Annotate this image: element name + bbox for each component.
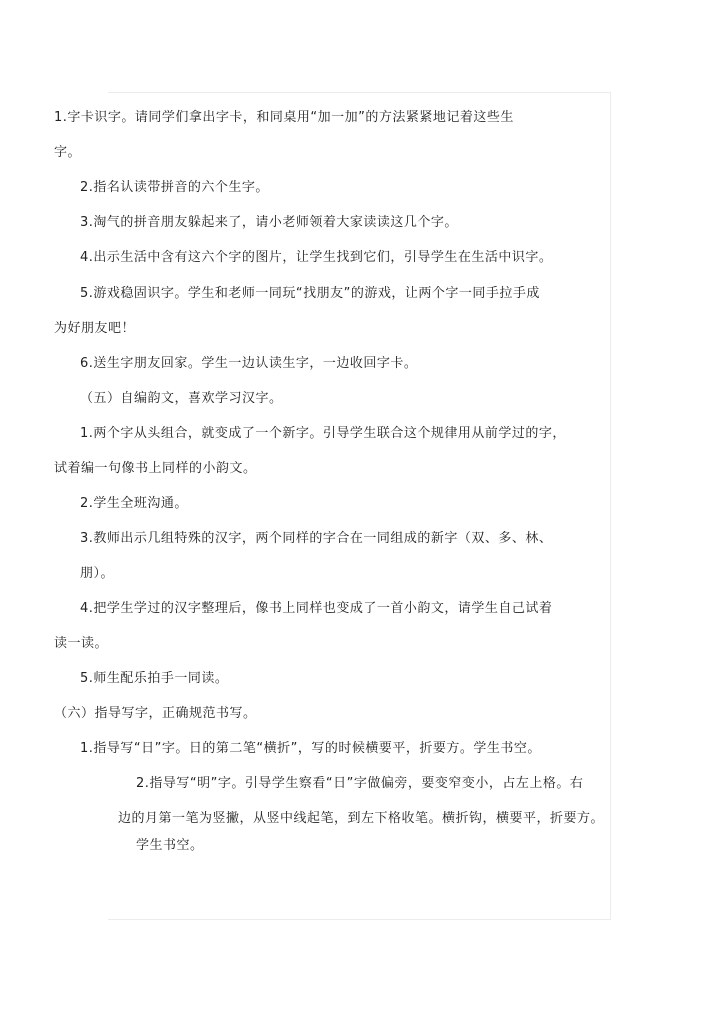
paragraph-line: 5.师生配乐拍手一同读。: [80, 671, 229, 686]
paragraph-line: 3.教师出示几组特殊的汉字，两个同样的字合在一同组成的新字（双、多、林、: [80, 531, 553, 546]
paragraph-line: 1.两个字从头组合，就变成了一个新字。引导学生联合这个规律用从前学过的字，: [80, 426, 566, 441]
paragraph-line: 3.淘气的拼音朋友躲起来了，请小老师领着大家读读这几个字。: [80, 215, 458, 230]
paragraph-line: 边的月第一笔为竖撇，从竖中线起笔，到左下格收笔。横折钩，横要平，折要方。: [118, 811, 605, 826]
paragraph-line: 2.学生全班沟通。: [80, 496, 188, 511]
paragraph-line: 2.指名认读带拼音的六个生字。: [80, 180, 269, 195]
paragraph-line: 1.指导写“日”字。日的第二笔“横折”，写的时候横要平，折要方。学生书空。: [80, 741, 541, 756]
paragraph-line: 朋）。: [80, 566, 115, 581]
paragraph-line: 2.指导写“明”字。引导学生察看“日”字做偏旁，要变窄变小，占左上格。右: [136, 776, 584, 791]
paragraph-line: 读一读。: [54, 636, 109, 651]
paragraph-line: 学生书空。: [136, 838, 204, 853]
paragraph-line: 4.出示生活中含有这六个字的图片，让学生找到它们，引导学生在生活中识字。: [80, 250, 553, 265]
paragraph-line: 4.把学生学过的汉字整理后，像书上同样也变成了一首小韵文，请学生自己试着: [80, 601, 553, 616]
paragraph-line: 为好朋友吧！: [54, 321, 136, 336]
paragraph-line: 试着编一句像书上同样的小韵文。: [54, 461, 257, 476]
paragraph-line: 字。: [54, 145, 82, 160]
paragraph-line: 6.送生字朋友回家。学生一边认读生字，一边收回字卡。: [80, 356, 418, 371]
section-heading: （六）指导写字，正确规范书写。: [54, 706, 257, 721]
section-heading: （五）自编韵文，喜欢学习汉字。: [80, 391, 283, 406]
paragraph-line: 1.字卡识字。请同学们拿出字卡，和同桌用“加一加”的方法紧紧地记着这些生: [54, 110, 514, 125]
paragraph-line: 5.游戏稳固识字。学生和老师一同玩“找朋友”的游戏，让两个字一同手拉手成: [80, 286, 540, 301]
